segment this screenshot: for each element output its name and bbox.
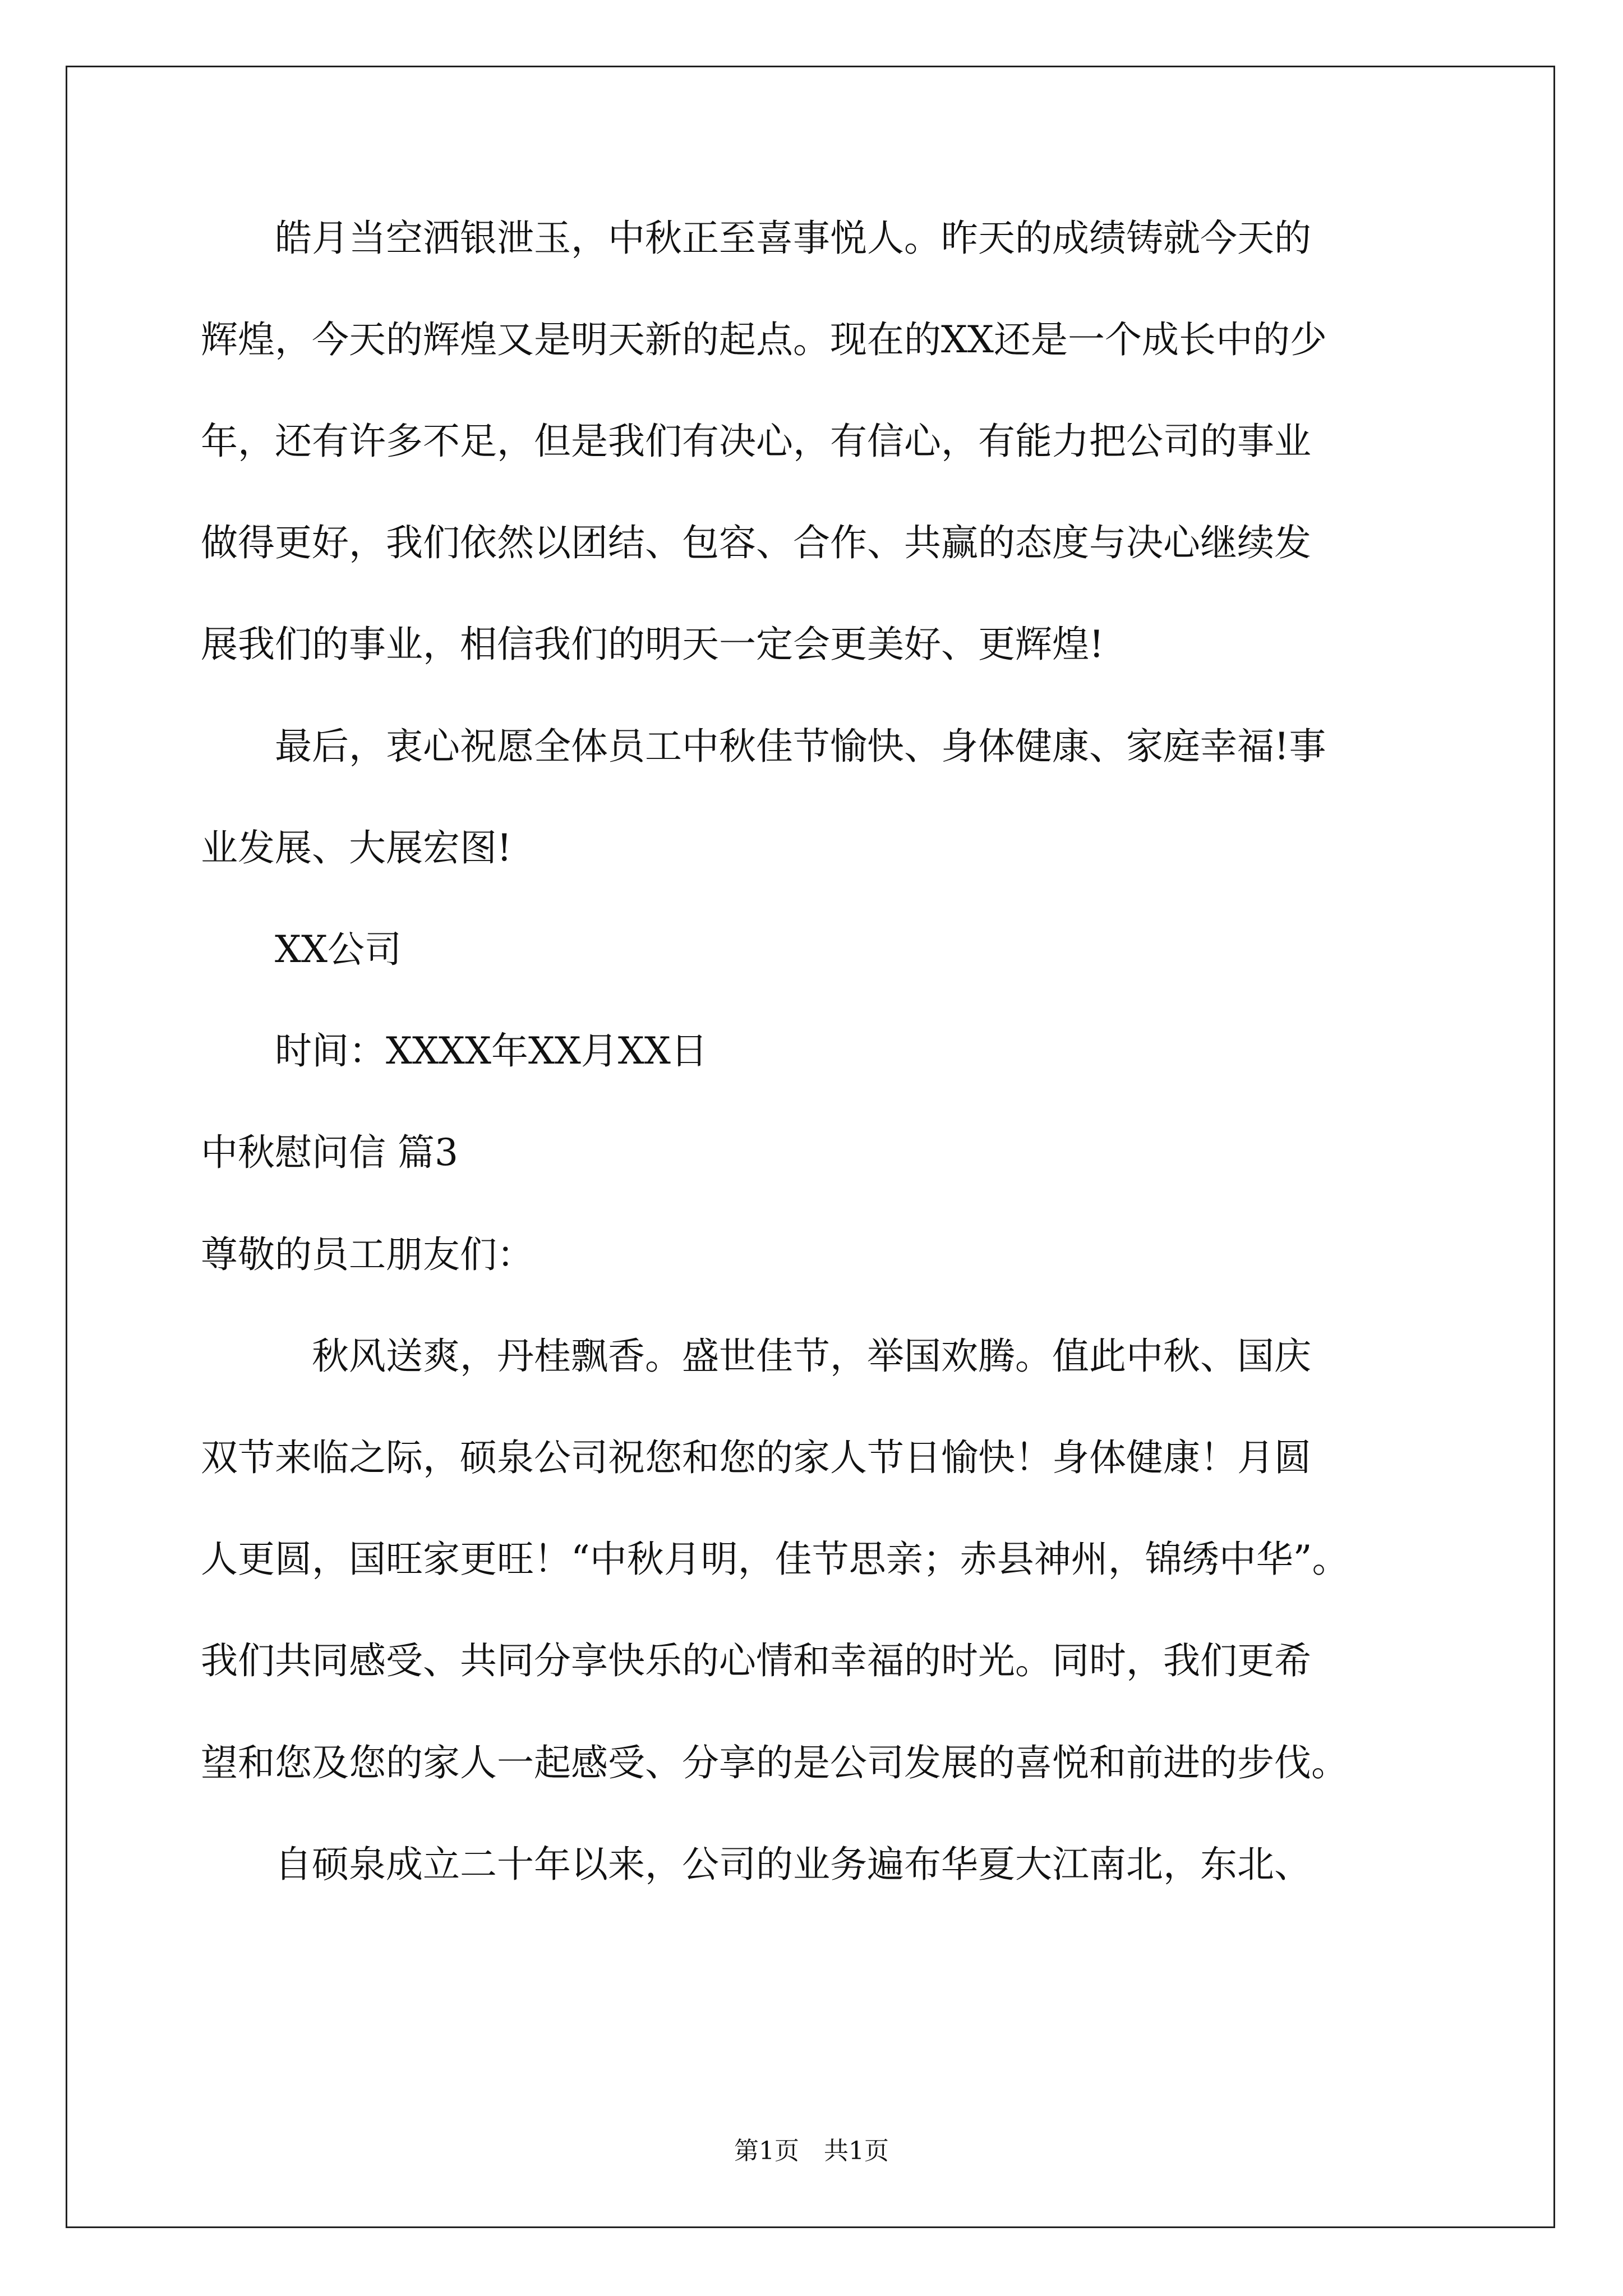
text-line: 年，还有许多不足，但是我们有决心，有信心，有能力把公司的事业 [201, 420, 1311, 463]
text-line: 辉煌，今天的辉煌又是明天新的起点。现在的XX还是一个成长中的少 [201, 318, 1327, 361]
section-heading: 中秋慰问信 篇3 [201, 1131, 458, 1174]
text-line: 皓月当空洒银泄玉，中秋正至喜事悦人。昨天的成绩铸就今天的 [201, 217, 1311, 260]
text-line: 展我们的事业，相信我们的明天一定会更美好、更辉煌! [201, 623, 1104, 666]
text-line: 秋风送爽，丹桂飘香。盛世佳节，举国欢腾。值此中秋、国庆 [201, 1335, 1311, 1378]
text-line: 人更圆，国旺家更旺！“中秋月明，佳节思亲；赤县神州，锦绣中华”。 [201, 1538, 1349, 1581]
text-line: 双节来临之际，硕泉公司祝您和您的家人节日愉快！身体健康！月圆 [201, 1436, 1311, 1479]
signature-date: 时间：XXXX年XX月XX日 [201, 1029, 708, 1073]
text-line: 最后，衷心祝愿全体员工中秋佳节愉快、身体健康、家庭幸福!事 [201, 725, 1326, 768]
text-line: 业发展、大展宏图! [201, 826, 512, 869]
page-number-footer: 第1页 共1页 [734, 2137, 889, 2165]
salutation: 尊敬的员工朋友们： [201, 1233, 534, 1276]
text-line: 做得更好，我们依然以团结、包容、合作、共赢的态度与决心继续发 [201, 521, 1311, 564]
text-line: 我们共同感受、共同分享快乐的心情和幸福的时光。同时，我们更希 [201, 1639, 1311, 1682]
text-line: 望和您及您的家人一起感受、分享的是公司发展的喜悦和前进的步伐。 [201, 1741, 1348, 1784]
text-line: 自硕泉成立二十年以来，公司的业务遍布华夏大江南北，东北、 [201, 1843, 1311, 1886]
signature-company: XX公司 [201, 928, 402, 971]
